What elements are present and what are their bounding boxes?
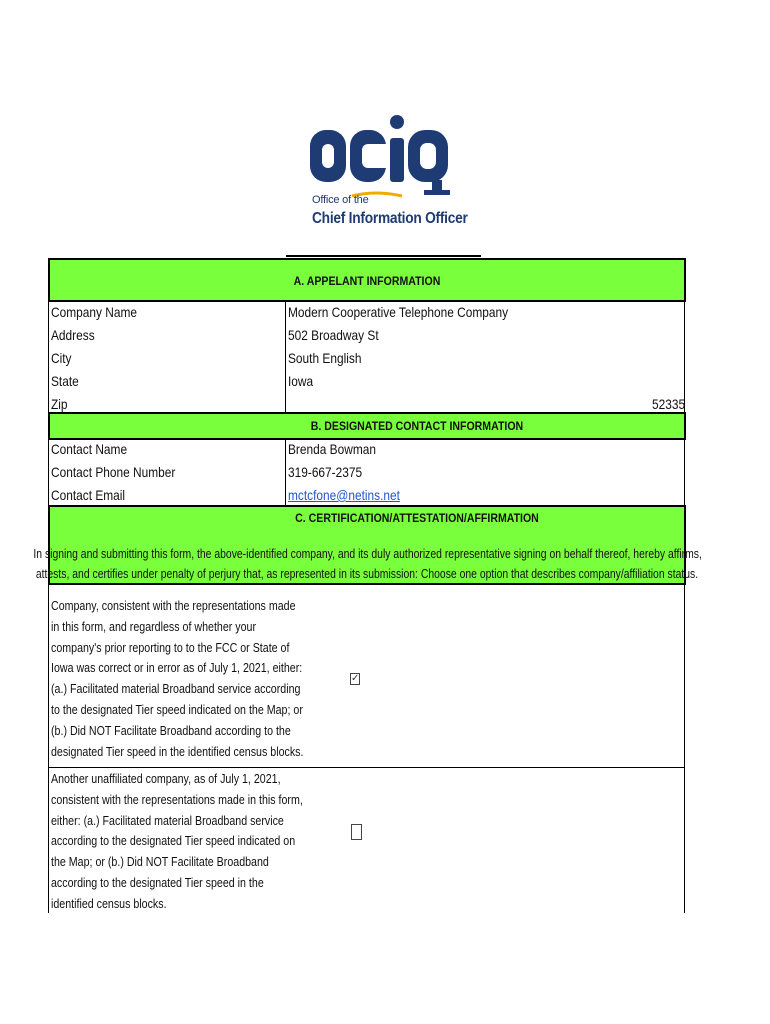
label-address: Address <box>51 327 95 343</box>
option-unaffiliated-line: according to the designated Tier speed in the <box>51 874 264 890</box>
label-company-name: Company Name <box>51 304 137 320</box>
options-left-border <box>48 585 49 913</box>
option-company-line: Iowa was correct or in error as of July 1, 2021, either: <box>51 660 303 676</box>
section-c-intro-line1: In signing and submitting this form, the above-identified company, and its duly authorized representative signing on behalf thereof, hereby affirms, <box>33 546 702 561</box>
value-company-name: Modern Cooperative Telephone Company <box>288 304 509 320</box>
option-unaffiliated-line: Another unaffiliated company, as of July 1, 2021, <box>51 771 281 786</box>
table-left-border <box>48 302 49 412</box>
label-city: City <box>51 350 72 366</box>
label-zip: Zip <box>51 396 68 412</box>
section-c-title: C. CERTIFICATION/ATTESTATION/AFFIRMATION <box>295 511 539 525</box>
option-company-line: in this form, and regardless of whether your <box>51 618 257 634</box>
option-unaffiliated-line: consistent with the representations made in this form, <box>51 791 303 807</box>
option-company-line: (b.) Did NOT Facilitate Broadband according to the <box>51 722 291 738</box>
value-zip: 52335 <box>652 396 686 412</box>
option-company <box>51 596 311 762</box>
option-company-line: (a.) Facilitated material Broadband service according <box>51 681 301 697</box>
option-unaffiliated-line: identified census blocks. <box>51 895 167 911</box>
label-state: State <box>51 373 79 389</box>
label-contact-phone: Contact Phone Number <box>51 464 176 480</box>
section-c-intro-line2: attests, and certifies under penalty of perjury that, as represented in its submission: Choose one option that describes company/affiliation status. <box>35 566 699 581</box>
logo-line-cio: Chief Information Officer <box>312 210 468 227</box>
option-company-checkbox[interactable]: ✓ <box>351 673 360 684</box>
table-left-border-b <box>48 440 49 506</box>
options-divider <box>48 767 685 768</box>
table-mid-divider-a <box>285 302 286 412</box>
logo-line-office: Office of the <box>312 194 369 206</box>
option-unaffiliated-line: either: (a.) Facilitated material Broadband service <box>51 812 284 828</box>
label-contact-name: Contact Name <box>51 441 128 457</box>
top-divider <box>286 255 481 257</box>
option-company-line: to the designated Tier speed indicated on the Map; or <box>51 701 303 717</box>
option-unaffiliated <box>51 769 311 915</box>
section-b-header <box>48 412 686 440</box>
option-unaffiliated-line: according to the designated Tier speed indicated on <box>51 833 296 849</box>
section-b-title: B. DESIGNATED CONTACT INFORMATION <box>310 419 524 433</box>
ocio-wordmark-graphic <box>306 112 456 198</box>
ocio-logo <box>306 112 468 232</box>
value-address: 502 Broadway St <box>288 327 379 343</box>
section-a-header <box>48 258 686 302</box>
label-contact-email: Contact Email <box>51 487 126 503</box>
option-company-line: company's prior reporting to to the FCC or State of <box>51 639 290 655</box>
option-company-line: designated Tier speed in the identified census blocks. <box>51 743 304 759</box>
options-right-border <box>684 585 685 913</box>
value-contact-phone: 319-667-2375 <box>288 464 363 480</box>
table-right-border-b <box>684 440 685 506</box>
value-state: Iowa <box>288 373 314 389</box>
option-unaffiliated-line: the Map; or (b.) Did NOT Facilitate Broadband <box>51 854 269 870</box>
table-mid-divider-b <box>285 440 286 506</box>
contact-email-link[interactable]: mctcfone@netins.net <box>288 487 400 503</box>
option-unaffiliated-checkbox[interactable] <box>351 824 362 840</box>
value-city: South English <box>288 350 362 366</box>
option-company-line: Company, consistent with the representations made <box>51 598 296 613</box>
value-contact-name: Brenda Bowman <box>288 441 376 457</box>
section-a-title: A. APPELANT INFORMATION <box>293 274 441 288</box>
section-c-header <box>33 505 702 585</box>
